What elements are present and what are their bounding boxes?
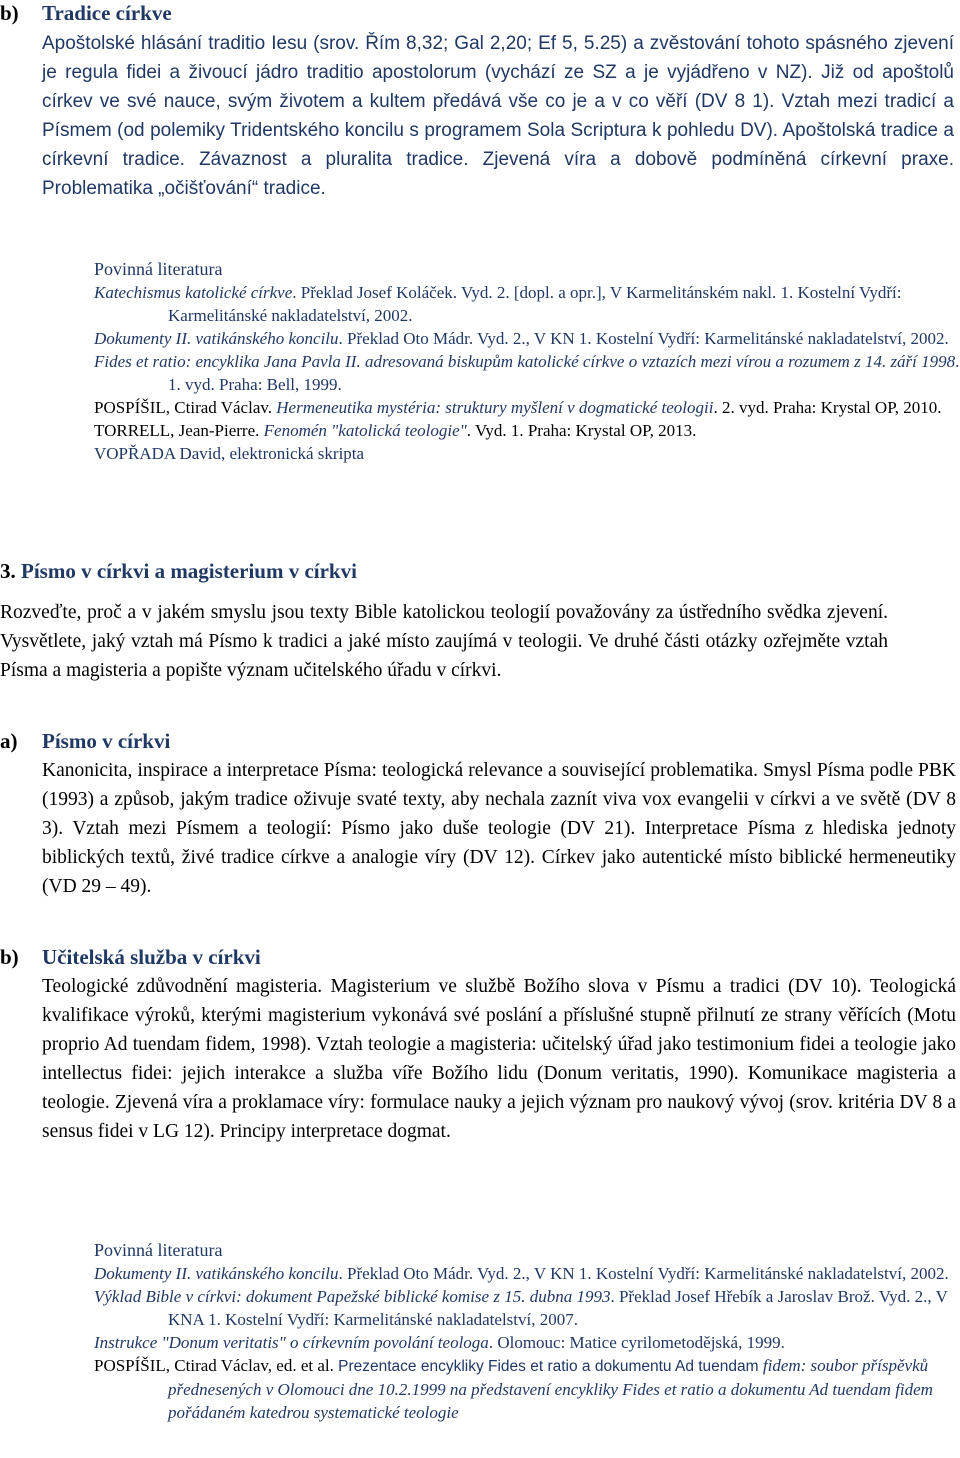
section-heading <box>0 728 960 754</box>
reference-item: Katechismus katolické církve. Překlad Josef Koláček. Vyd. 2. [dopl. a opr.], V Karmelitánském nakl. 1. Kostelní Vydří: Karmelitánské nakladatelství, 2002. <box>94 283 902 325</box>
section-title: Tradice církve <box>42 1 172 25</box>
section-tradice <box>0 0 960 203</box>
section-body: Kanonicita, inspirace a interpretace Písma: teologická relevance a související problematika. Smysl Písma podle PBK (1993) a způsob, jakým tradice oživuje svaté texty, aby nechala zaznít viva vox evangelii v církvi a ve světě (DV 8 3). Vztah mezi Písmem a teologií: Písmo jako duše teologie (DV 21). Interpretace Písma z hlediska jednoty biblických textů, živé tradice církve a analogie víry (DV 12). Církev jako autentické místo biblické hermeneutiky (VD 29 – 49). <box>42 760 956 897</box>
literature-list-1 <box>94 258 960 465</box>
reference-item: POSPÍŠIL, Ctirad Václav. Hermeneutika mystéria: struktury myšlení v dogmatické teologii. 2. vyd. Praha: Krystal OP, 2010. <box>94 398 942 417</box>
section-label: b) <box>0 945 19 969</box>
reference-item: VOPŘADA David, elektronická skripta <box>94 444 365 463</box>
section-heading <box>0 0 960 26</box>
body-text-1: Apoštolské hlásání traditio Iesu (srov. Řím 8,32; Gal 2,20; Ef 5, 5.25) a zvěstování tohoto spásného zjevení je regula fidei a živoucí jádro traditio apostolorum (vychází ze SZ a je vyjádřeno v NZ). <box>42 33 954 83</box>
section-3 <box>0 558 960 685</box>
body-text-2: Již od apoštolů církev ve své nauce, svým životem a kultem předává vše co je a v co věří (DV 8 1). Vztah mezi tradicí a Písmem (od polemiky Tridentského koncilu s programem Sola Scriptura k pohledu DV). Apoštolská tradice a církevní tradice. Závaznost a pluralita tradice. Zjevená víra a dobově podmíněná církevní praxe. Problematika „očišťování“ tradice. <box>42 62 954 199</box>
section-pismo <box>0 728 960 901</box>
reference-item: Dokumenty II. vatikánského koncilu. Překlad Oto Mádr. Vyd. 2., V KN 1. Kostelní Vydří: Karmelitánské nakladatelství, 2002. <box>94 329 949 348</box>
section-title: Učitelská služba v církvi <box>42 945 261 969</box>
literature-heading: Povinná literatura <box>94 259 223 279</box>
section-3-heading: 3. Písmo v církvi a magisterium v církvi <box>0 559 357 583</box>
section-body: Teologické zdůvodnění magisteria. Magisterium ve službě Božího slova v Písmu a tradici (DV 10). Teologická kvalifikace výroků, kterými magisterium vykonává své poslání a příslušné stupně přilnutí ze strany věřících (Motu proprio Ad tuendam fidem, 1998). Vztah teologie a magisteria: učitelský úřad jako testimonium fidei a teologie jako intellectus fidei: jejich interakce a služba víře Božího lidu (Donum veritatis, 1990). Komunikace magisteria a teologie. Zjevená víra a proklamace víry: formulace nauky a jejich význam pro naukový vývoj (srov. kritéria DV 8 a sensus fidei v LG 12). Principy interpretace dogmat. <box>42 976 956 1142</box>
reference-item: Fides et ratio: encyklika Jana Pavla II. adresovaná biskupům katolické církve o vztazích mezi vírou a rozumem z 14. září 1998. 1. vyd. Praha: Bell, 1999. <box>94 352 960 394</box>
literature-list-2 <box>94 1239 960 1424</box>
section-label: b) <box>0 1 19 25</box>
section-magisterium <box>0 944 960 1146</box>
literature-heading: Povinná literatura <box>94 1240 223 1260</box>
reference-item: TORRELL, Jean-Pierre. Fenomén "katolická teologie". Vyd. 1. Praha: Krystal OP, 2013. <box>94 421 697 440</box>
reference-item: POSPÍŠIL, Ctirad Václav, ed. et al. Prezentace encykliky Fides et ratio a dokumentu Ad tuendam fidem: soubor příspěvků přednesených v Olomouci dne 10.2.1999 na představení encykliky Fides et ratio a dokumentu Ad tuendam fidem pořádaném katedrou systematické teologie <box>94 1356 933 1422</box>
section-body <box>42 29 954 203</box>
reference-item: Výklad Bible v církvi: dokument Papežské biblické komise z 15. dubna 1993. Překlad Josef Hřebík a Jaroslav Brož. Vyd. 2., V KNA 1. Kostelní Vydří: Karmelitánské nakladatelství, 2007. <box>94 1287 948 1329</box>
section-3-title: Písmo v církvi a magisterium v církvi <box>21 559 357 583</box>
section-label: a) <box>0 729 18 753</box>
reference-item: Instrukce "Donum veritatis" o církevním povolání teologa. Olomouc: Matice cyrilometodějská, 1999. <box>94 1333 785 1352</box>
section-heading <box>0 944 960 970</box>
reference-item: Dokumenty II. vatikánského koncilu. Překlad Oto Mádr. Vyd. 2., V KN 1. Kostelní Vydří: Karmelitánské nakladatelství, 2002. <box>94 1264 949 1283</box>
section-3-intro: Rozveďte, proč a v jakém smyslu jsou texty Bible katolickou teologií považovány za ústředního svědka zjevení. Vysvětlete, jaký vztah má Písmo k tradici a jaké místo zaujímá v teologii. Ve druhé části otázky ozřejměte vztah Písma a magisteria a popište význam učitelského úřadu v církvi. <box>0 602 888 681</box>
section-title: Písmo v církvi <box>42 729 171 753</box>
